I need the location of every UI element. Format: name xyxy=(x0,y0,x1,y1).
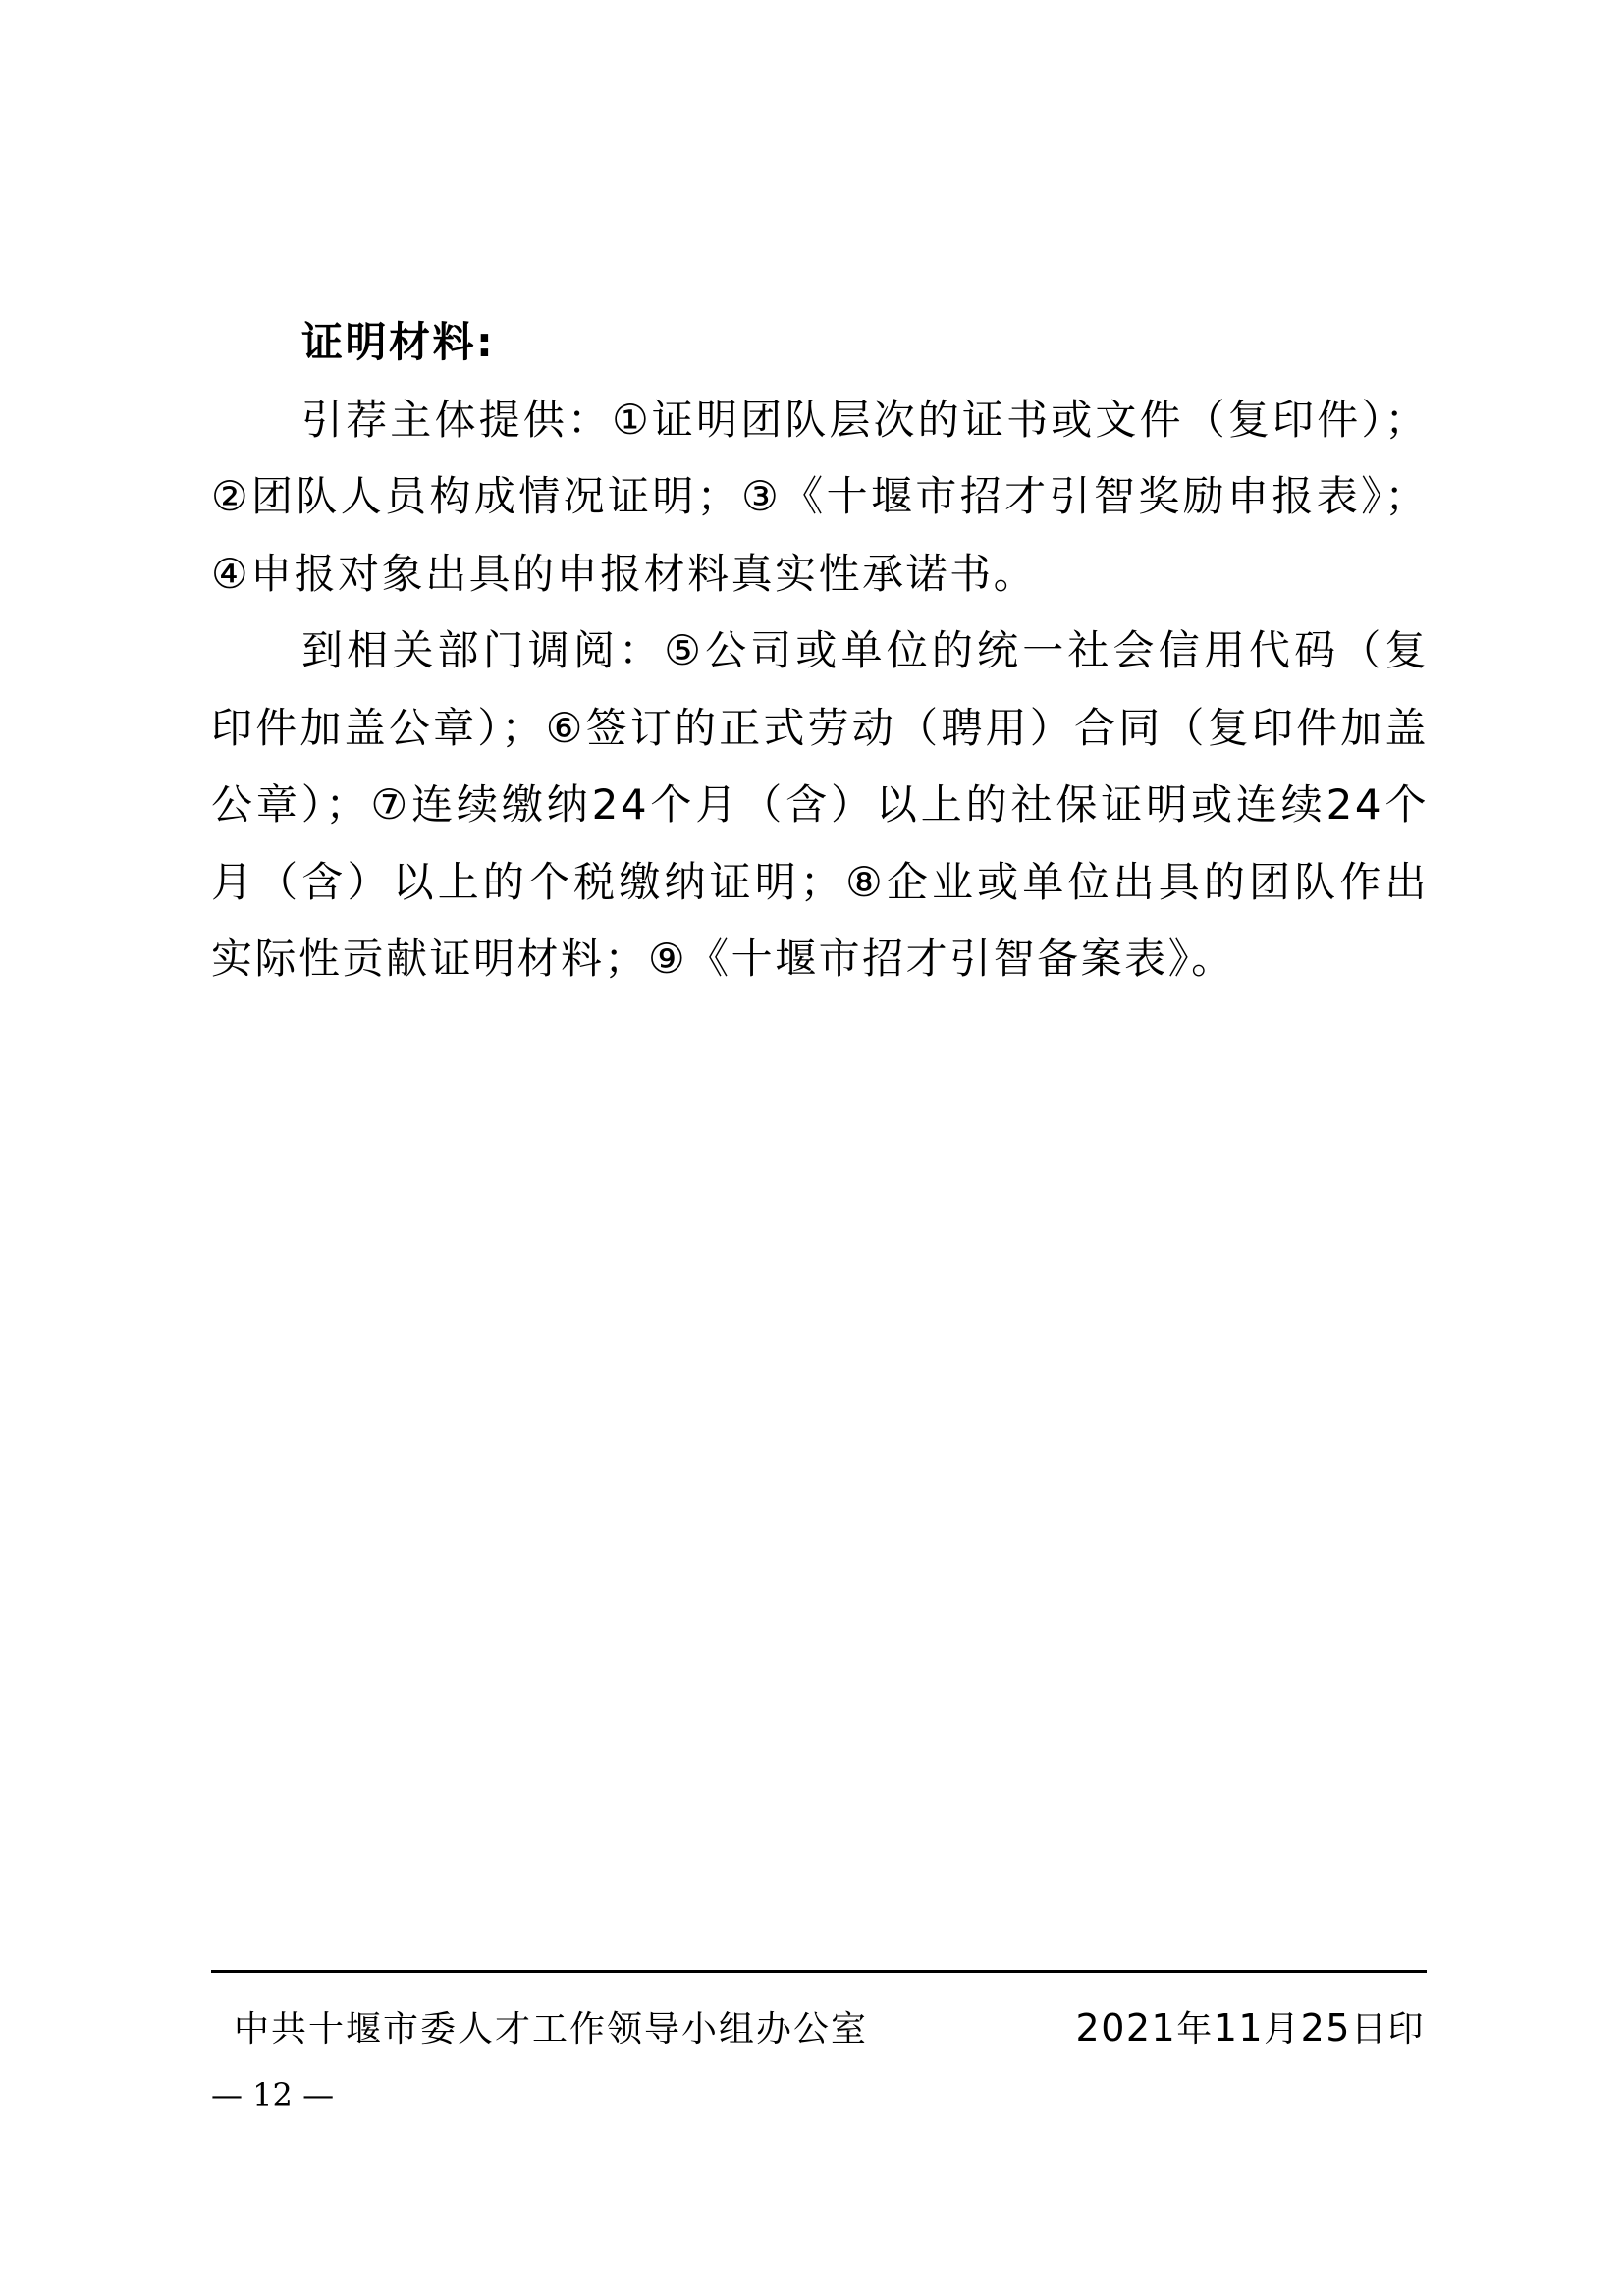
footer-print-date xyxy=(1076,2004,1425,2054)
print-day: 25 xyxy=(1300,2006,1351,2050)
footer-divider xyxy=(211,1970,1427,1973)
footer-issuer: 中共十堰市委人才工作领导小组办公室 xyxy=(234,2009,869,2050)
print-day-unit: 日印 xyxy=(1350,2009,1425,2050)
paragraph-department-materials: 到相关部门调阅：⑤公司或单位的统一社会信用代码（复印件加盖公章）；⑥签订的正式劳动（聘用）合同（复印件加盖公章）；⑦连续缴纳24个月（含）以上的社保证明或连续24个月（含）以上的个税缴纳证明；⑧企业或单位出具的团队作出实际性贡献证明材料；⑨《十堰市招才引智备案表》。 xyxy=(211,626,1429,983)
page-number: — 12 — xyxy=(211,2076,335,2113)
print-year-unit: 年 xyxy=(1176,2009,1214,2050)
print-year: 2021 xyxy=(1075,2006,1177,2050)
document-body xyxy=(211,304,1429,998)
section-heading: 证明材料: xyxy=(301,318,496,366)
print-month: 11 xyxy=(1213,2006,1265,2050)
print-month-unit: 月 xyxy=(1264,2009,1301,2050)
paragraph-referrer-materials: 引荐主体提供：①证明团队层次的证书或文件（复印件）；②团队人员构成情况证明；③《十堰市招才引智奖励申报表》；④申报对象出具的申报材料真实性承诺书。 xyxy=(211,395,1429,598)
